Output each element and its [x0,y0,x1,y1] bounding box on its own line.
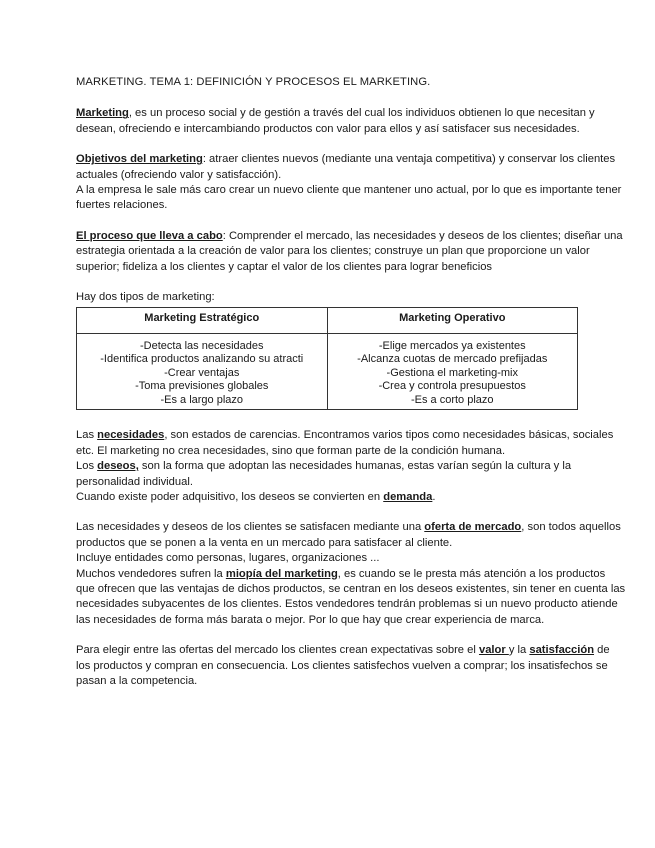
list-item: -Detecta las necesidades [139,339,264,352]
term-miopia-del-marketing: miopía del marketing [225,567,338,580]
term-oferta-de-mercado: oferta de mercado [424,521,522,534]
term-necesidades: necesidades [97,429,165,442]
marketing-definition-paragraph [76,106,626,137]
myopia-prefix: Muchos vendedores sufren la [76,567,226,580]
list-item: -Gestiona el marketing-mix [386,366,518,379]
needs-line [76,428,626,459]
needs-prefix: Las [76,429,98,442]
myopia-text: , es cuando se le presta más atención a los productos que ofrecen que las ventajas de dichos productos, se centran en los deseos existentes, sin tener en cuenta las necesidades subyacentes de los clientes. Estos vendedores tendrán problemas si un nuevo producto atiende las necesidades de forma más barata o mejor. Por lo que hay que crear experiencia de marca. [76,567,626,626]
table-intro: Hay dos tipos de marketing: [76,291,215,304]
value-prefix: Para elegir entre las ofertas del mercado los clientes crean expectativas sobre el [76,644,479,657]
table-row [77,333,578,410]
myopia-line [76,567,626,629]
estrategico-cell [77,333,328,410]
table-header-row [77,308,578,333]
term-objetivos: Objetivos del marketing [76,153,203,166]
list-item: -Elige mercados ya existentes [378,339,526,352]
objectives-paragraph [76,152,626,214]
list-item: -Identifica productos analizando su atracti [100,353,304,366]
term-marketing: Marketing [76,107,129,120]
demand-suffix: . [432,491,436,503]
objectives-line [76,152,626,183]
process-text: : Comprender el mercado, las necesidades y deseos de los clientes; diseñar una estrategia orientada a la creación de valor para los clientes; construye un plan que proporcione un valor superior; fideliza a los clientes y captar el valor de los clientes para lograr beneficios [76,229,623,273]
marketing-types-table [76,307,578,410]
offer-text: , son todos aquellos productos que se ponen a la venta en un mercado para satisfacer al cliente. [76,521,621,549]
demand-prefix: Cuando existe poder adquisitivo, los deseos se convierten en [76,491,384,503]
objectives-text: : atraer clientes nuevos (mediante una ventaja competitiva) y conservar los clientes actuales (ofreciendo valor y satisfacción). [76,153,616,181]
offer-prefix: Las necesidades y deseos de los clientes se satisfacen mediante una [76,521,425,534]
desires-line [76,459,626,490]
term-deseos: deseos, [97,460,139,473]
offer-paragraph [76,520,626,628]
value-mid: y la [508,644,530,657]
value-text: de los productos y compran en consecuencia. Los clientes satisfechos vuelven a comprar; los insatisfechos se pasan a la competencia. [76,644,610,688]
document-title: MARKETING. TEMA 1: DEFINICIÓN Y PROCESOS EL MARKETING. [76,76,431,88]
term-satisfaccion: satisfacción [529,644,595,657]
demand-line [76,490,626,505]
desires-prefix: Los [76,460,98,473]
objectives-second-line: A la empresa le sale más caro crear un nuevo cliente que mantener uno actual, por lo que es importante tener fuertes relaciones. [76,184,622,212]
entities-line: Incluye entidades como personas, lugares, organizaciones ... [76,552,380,565]
term-demanda: demanda [383,491,433,503]
list-item: -Crear ventajas [164,366,240,379]
header-estrategico: Marketing Estratégico [77,308,328,333]
term-proceso: El proceso que lleva a cabo [76,229,223,242]
desires-text: son la forma que adoptan las necesidades humanas, estas varían según la cultura y la personalidad individual. [76,460,572,488]
list-item: -Crea y controla presupuestos [378,380,526,393]
marketing-definition-text: , es un proceso social y de gestión a través del cual los individuos obtienen lo que necesitan y desean, ofreciendo e intercambiando productos con valor para ellos y así satisfacer sus necesidades. [76,107,595,135]
document-page [76,75,626,704]
list-item: -Es a corto plazo [410,393,494,406]
list-item: -Toma previsiones globales [135,380,269,393]
operativo-cell [327,333,578,410]
list-item: -Es a largo plazo [160,393,244,406]
needs-paragraph [76,428,626,505]
process-paragraph [76,229,626,275]
list-item: -Alcanza cuotas de mercado prefijadas [357,353,548,366]
value-satisfaction-paragraph [76,643,626,689]
term-valor: valor [478,644,509,657]
offer-line [76,520,626,551]
needs-text: , son estados de carencias. Encontramos varios tipos como necesidades básicas, sociales etc. El marketing no crea necesidades, sino que forman parte de la condición humana. [76,429,614,457]
header-operativo: Marketing Operativo [327,308,578,333]
